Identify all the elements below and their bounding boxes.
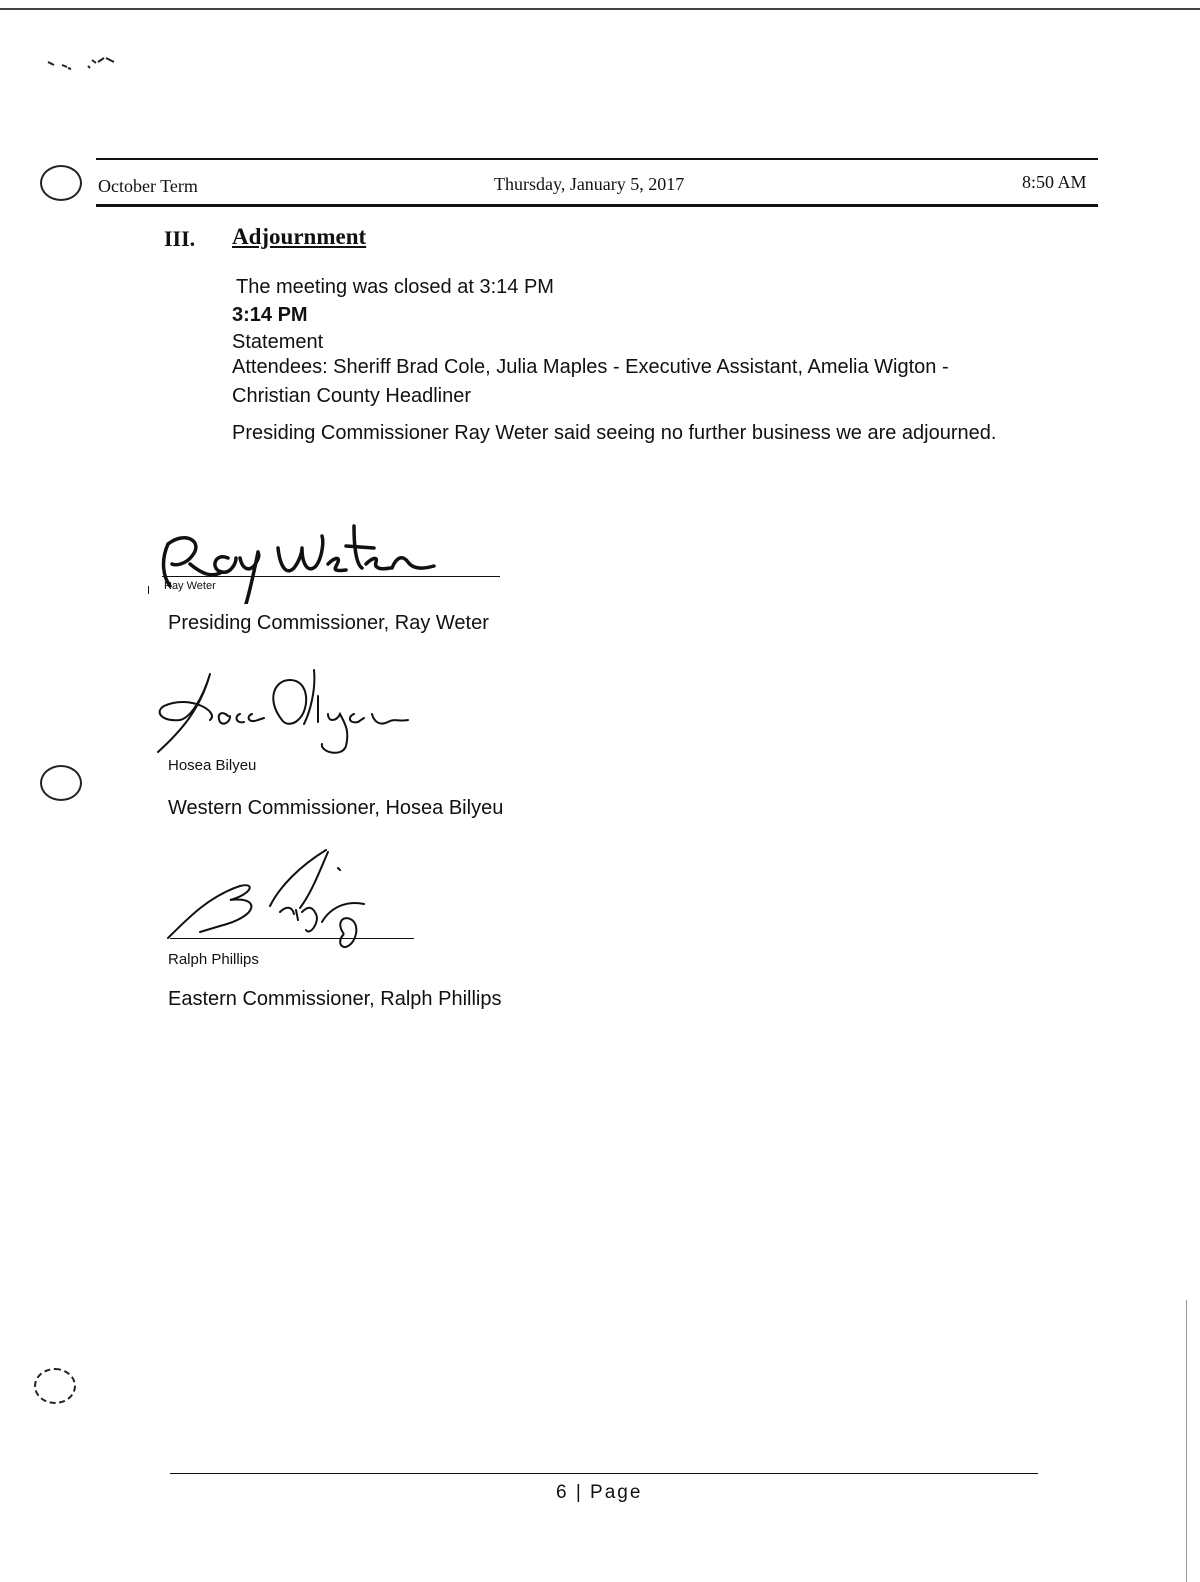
punch-hole-top	[40, 165, 82, 201]
section-number: III.	[164, 226, 196, 251]
closing-time: 3:14 PM	[232, 304, 308, 326]
punch-hole-bottom	[34, 1368, 76, 1404]
header-date: Thursday, January 5, 2017	[494, 174, 685, 194]
punch-hole-middle	[40, 765, 82, 801]
signature-hosea-bilyeu	[150, 660, 450, 770]
signature-line-1	[162, 576, 500, 577]
header-time: 8:50 AM	[1022, 172, 1087, 192]
printed-name-hosea-bilyeu: Hosea Bilyeu	[168, 757, 257, 774]
attendees-line: Attendees: Sheriff Brad Cole, Julia Maples - Executive Assistant, Amelia Wigton -	[232, 356, 949, 378]
title-western-commissioner: Western Commissioner, Hosea Bilyeu	[168, 797, 504, 819]
scan-top-border	[0, 8, 1200, 10]
scan-right-edge	[1186, 1300, 1187, 1582]
title-eastern-commissioner: Eastern Commissioner, Ralph Phillips	[168, 988, 502, 1010]
printed-name-ray-weter: Ray Weter	[164, 580, 216, 592]
printed-name-ralph-phillips: Ralph Phillips	[168, 951, 259, 968]
header-rule-top	[96, 158, 1098, 160]
header-term: October Term	[98, 176, 198, 196]
signature-line-3	[170, 938, 414, 939]
adjournment-statement: Presiding Commissioner Ray Weter said seeing no further business we are adjourned.	[232, 422, 997, 444]
title-presiding-commissioner: Presiding Commissioner, Ray Weter	[168, 612, 489, 634]
footer-rule	[170, 1473, 1038, 1474]
tick-mark	[148, 586, 149, 594]
scan-speck-marks	[40, 50, 140, 80]
signature-ralph-phillips	[160, 846, 420, 956]
attendees-line-cont: Christian County Headliner	[232, 385, 472, 407]
closing-line: The meeting was closed at 3:14 PM	[236, 276, 554, 298]
statement-label: Statement	[232, 331, 324, 353]
header-rule-bottom	[96, 204, 1098, 207]
section-title: Adjournment	[232, 224, 367, 249]
page-number: 6 | Page	[556, 1482, 643, 1503]
